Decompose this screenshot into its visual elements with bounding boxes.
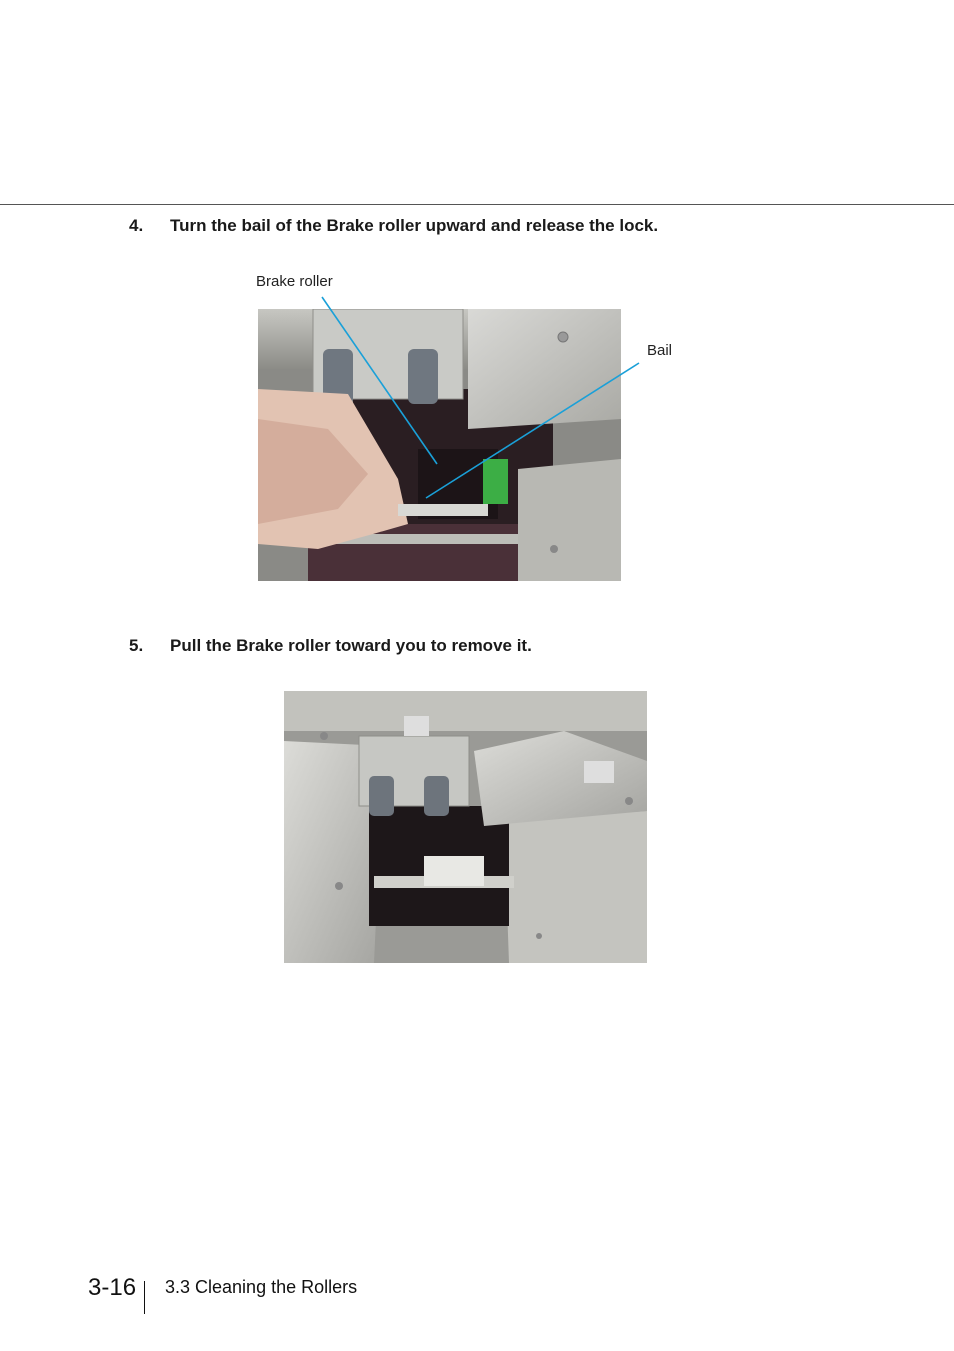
step-text: Pull the Brake roller toward you to remove it. xyxy=(170,636,532,655)
bail-label: Bail xyxy=(647,342,673,359)
step-number: 5. xyxy=(129,636,144,655)
footer-divider xyxy=(144,1281,145,1314)
step-number: 4. xyxy=(129,216,144,235)
step-5-instruction xyxy=(129,636,532,656)
brake-roller-label: Brake roller xyxy=(256,273,333,290)
photo-remove-brake-roller xyxy=(284,691,647,963)
step-text: Turn the bail of the Brake roller upward and release the lock. xyxy=(170,216,659,235)
page-number: 3-16 xyxy=(88,1274,137,1301)
section-title: 3.3 Cleaning the Rollers xyxy=(165,1277,358,1297)
